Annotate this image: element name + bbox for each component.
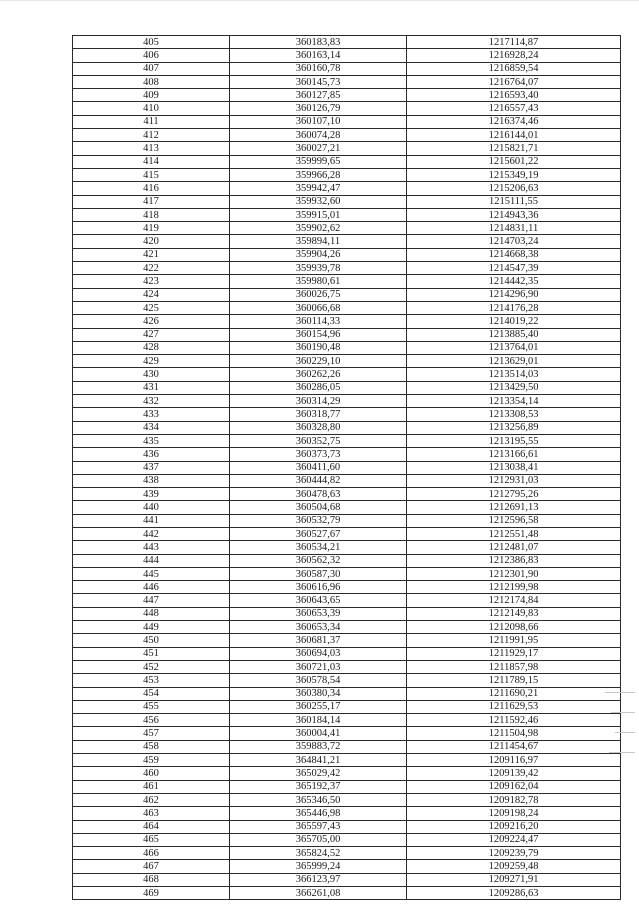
- y-coordinate-cell: 1212551,48: [407, 527, 621, 540]
- point-number-cell: 430: [73, 368, 230, 381]
- x-coordinate-cell: 359904,26: [230, 248, 407, 261]
- table-row: [73, 448, 621, 461]
- table-row: [73, 381, 621, 394]
- table-row: [73, 474, 621, 487]
- point-number-cell: 454: [73, 687, 230, 700]
- x-coordinate-cell: 360190,48: [230, 341, 407, 354]
- x-coordinate-cell: 360352,75: [230, 434, 407, 447]
- y-coordinate-cell: 1209182,78: [407, 793, 621, 806]
- y-coordinate-cell: 1216928,24: [407, 49, 621, 62]
- y-coordinate-cell: 1213038,41: [407, 461, 621, 474]
- y-coordinate-cell: 1213308,53: [407, 408, 621, 421]
- y-coordinate-cell: 1213514,03: [407, 368, 621, 381]
- coordinates-table-body: [73, 36, 621, 900]
- y-coordinate-cell: 1212199,98: [407, 581, 621, 594]
- x-coordinate-cell: 360587,30: [230, 567, 407, 580]
- x-coordinate-cell: 360127,85: [230, 89, 407, 102]
- y-coordinate-cell: 1213885,40: [407, 328, 621, 341]
- point-number-cell: 416: [73, 182, 230, 195]
- x-coordinate-cell: 360504,68: [230, 501, 407, 514]
- scan-artifact: [611, 712, 635, 713]
- point-number-cell: 452: [73, 660, 230, 673]
- point-number-cell: 459: [73, 754, 230, 767]
- y-coordinate-cell: 1212795,26: [407, 488, 621, 501]
- table-row: [73, 341, 621, 354]
- table-row: [73, 368, 621, 381]
- table-row: [73, 887, 621, 900]
- y-coordinate-cell: 1211789,15: [407, 674, 621, 687]
- y-coordinate-cell: 1216374,46: [407, 115, 621, 128]
- point-number-cell: 406: [73, 49, 230, 62]
- x-coordinate-cell: 359932,60: [230, 195, 407, 208]
- table-row: [73, 554, 621, 567]
- x-coordinate-cell: 359999,65: [230, 155, 407, 168]
- x-coordinate-cell: 364841,21: [230, 754, 407, 767]
- point-number-cell: 461: [73, 780, 230, 793]
- table-row: [73, 102, 621, 115]
- point-number-cell: 409: [73, 89, 230, 102]
- table-row: [73, 142, 621, 155]
- x-coordinate-cell: 366261,08: [230, 887, 407, 900]
- y-coordinate-cell: 1212596,58: [407, 514, 621, 527]
- point-number-cell: 421: [73, 248, 230, 261]
- x-coordinate-cell: 365999,24: [230, 860, 407, 873]
- x-coordinate-cell: 360160,78: [230, 62, 407, 75]
- point-number-cell: 438: [73, 474, 230, 487]
- y-coordinate-cell: 1214668,38: [407, 248, 621, 261]
- x-coordinate-cell: 360314,29: [230, 395, 407, 408]
- x-coordinate-cell: 359883,72: [230, 740, 407, 753]
- point-number-cell: 408: [73, 75, 230, 88]
- table-row: [73, 434, 621, 447]
- x-coordinate-cell: 360154,96: [230, 328, 407, 341]
- table-row: [73, 421, 621, 434]
- y-coordinate-cell: 1214019,22: [407, 315, 621, 328]
- point-number-cell: 468: [73, 873, 230, 886]
- table-row: [73, 793, 621, 806]
- point-number-cell: 466: [73, 847, 230, 860]
- table-row: [73, 395, 621, 408]
- y-coordinate-cell: 1217114,87: [407, 36, 621, 49]
- y-coordinate-cell: 1212098,66: [407, 621, 621, 634]
- x-coordinate-cell: 360380,34: [230, 687, 407, 700]
- point-number-cell: 433: [73, 408, 230, 421]
- point-number-cell: 440: [73, 501, 230, 514]
- table-row: [73, 501, 621, 514]
- x-coordinate-cell: 360721,03: [230, 660, 407, 673]
- y-coordinate-cell: 1214442,35: [407, 275, 621, 288]
- point-number-cell: 412: [73, 129, 230, 142]
- table-row: [73, 408, 621, 421]
- point-number-cell: 420: [73, 235, 230, 248]
- y-coordinate-cell: 1209271,91: [407, 873, 621, 886]
- y-coordinate-cell: 1214831,11: [407, 222, 621, 235]
- y-coordinate-cell: 1213429,50: [407, 381, 621, 394]
- x-coordinate-cell: 365346,50: [230, 793, 407, 806]
- table-row: [73, 700, 621, 713]
- x-coordinate-cell: 365446,98: [230, 807, 407, 820]
- y-coordinate-cell: 1216859,54: [407, 62, 621, 75]
- scan-artifact: [615, 732, 635, 733]
- y-coordinate-cell: 1212931,03: [407, 474, 621, 487]
- x-coordinate-cell: 359939,78: [230, 262, 407, 275]
- x-coordinate-cell: 360163,14: [230, 49, 407, 62]
- point-number-cell: 455: [73, 700, 230, 713]
- point-number-cell: 437: [73, 461, 230, 474]
- table-row: [73, 514, 621, 527]
- point-number-cell: 453: [73, 674, 230, 687]
- page-top-edge: [0, 0, 639, 4]
- point-number-cell: 443: [73, 541, 230, 554]
- x-coordinate-cell: 360107,10: [230, 115, 407, 128]
- x-coordinate-cell: 360229,10: [230, 355, 407, 368]
- point-number-cell: 448: [73, 607, 230, 620]
- x-coordinate-cell: 360004,41: [230, 727, 407, 740]
- table-row: [73, 129, 621, 142]
- x-coordinate-cell: 359966,28: [230, 168, 407, 181]
- y-coordinate-cell: 1216764,07: [407, 75, 621, 88]
- x-coordinate-cell: 360286,05: [230, 381, 407, 394]
- x-coordinate-cell: 360145,73: [230, 75, 407, 88]
- x-coordinate-cell: 366123,97: [230, 873, 407, 886]
- y-coordinate-cell: 1213195,55: [407, 434, 621, 447]
- x-coordinate-cell: 359980,61: [230, 275, 407, 288]
- y-coordinate-cell: 1216593,40: [407, 89, 621, 102]
- y-coordinate-cell: 1211991,95: [407, 634, 621, 647]
- point-number-cell: 444: [73, 554, 230, 567]
- scan-artifact: [609, 752, 635, 753]
- y-coordinate-cell: 1209139,42: [407, 767, 621, 780]
- point-number-cell: 415: [73, 168, 230, 181]
- x-coordinate-cell: 360262,26: [230, 368, 407, 381]
- x-coordinate-cell: 360318,77: [230, 408, 407, 421]
- x-coordinate-cell: 360026,75: [230, 288, 407, 301]
- x-coordinate-cell: 360527,67: [230, 527, 407, 540]
- y-coordinate-cell: 1215206,63: [407, 182, 621, 195]
- table-row: [73, 581, 621, 594]
- y-coordinate-cell: 1214943,36: [407, 208, 621, 221]
- y-coordinate-cell: 1212174,84: [407, 594, 621, 607]
- table-row: [73, 89, 621, 102]
- y-coordinate-cell: 1215349,19: [407, 168, 621, 181]
- point-number-cell: 425: [73, 301, 230, 314]
- table-row: [73, 168, 621, 181]
- x-coordinate-cell: 359942,47: [230, 182, 407, 195]
- table-row: [73, 647, 621, 660]
- x-coordinate-cell: 359902,62: [230, 222, 407, 235]
- x-coordinate-cell: 359894,11: [230, 235, 407, 248]
- y-coordinate-cell: 1211504,98: [407, 727, 621, 740]
- y-coordinate-cell: 1211929,17: [407, 647, 621, 660]
- table-row: [73, 660, 621, 673]
- x-coordinate-cell: 360255,17: [230, 700, 407, 713]
- y-coordinate-cell: 1212691,13: [407, 501, 621, 514]
- y-coordinate-cell: 1209239,79: [407, 847, 621, 860]
- table-row: [73, 461, 621, 474]
- x-coordinate-cell: 365705,00: [230, 833, 407, 846]
- point-number-cell: 413: [73, 142, 230, 155]
- table-row: [73, 275, 621, 288]
- x-coordinate-cell: 360328,80: [230, 421, 407, 434]
- point-number-cell: 432: [73, 395, 230, 408]
- y-coordinate-cell: 1215111,55: [407, 195, 621, 208]
- table-row: [73, 714, 621, 727]
- y-coordinate-cell: 1211857,98: [407, 660, 621, 673]
- table-row: [73, 567, 621, 580]
- point-number-cell: 424: [73, 288, 230, 301]
- y-coordinate-cell: 1209216,20: [407, 820, 621, 833]
- table-row: [73, 49, 621, 62]
- table-row: [73, 674, 621, 687]
- x-coordinate-cell: 360373,73: [230, 448, 407, 461]
- point-number-cell: 418: [73, 208, 230, 221]
- table-row: [73, 541, 621, 554]
- point-number-cell: 411: [73, 115, 230, 128]
- point-number-cell: 431: [73, 381, 230, 394]
- table-row: [73, 315, 621, 328]
- table-row: [73, 262, 621, 275]
- y-coordinate-cell: 1214296,90: [407, 288, 621, 301]
- y-coordinate-cell: 1212149,83: [407, 607, 621, 620]
- x-coordinate-cell: 365192,37: [230, 780, 407, 793]
- point-number-cell: 442: [73, 527, 230, 540]
- table-row: [73, 355, 621, 368]
- x-coordinate-cell: 360074,28: [230, 129, 407, 142]
- table-row: [73, 75, 621, 88]
- x-coordinate-cell: 360578,54: [230, 674, 407, 687]
- table-row: [73, 288, 621, 301]
- x-coordinate-cell: 360681,37: [230, 634, 407, 647]
- x-coordinate-cell: 360562,32: [230, 554, 407, 567]
- point-number-cell: 435: [73, 434, 230, 447]
- y-coordinate-cell: 1213256,89: [407, 421, 621, 434]
- table-row: [73, 727, 621, 740]
- table-row: [73, 820, 621, 833]
- point-number-cell: 462: [73, 793, 230, 806]
- table-row: [73, 847, 621, 860]
- y-coordinate-cell: 1209198,24: [407, 807, 621, 820]
- table-row: [73, 833, 621, 846]
- table-row: [73, 36, 621, 49]
- table-row: [73, 328, 621, 341]
- x-coordinate-cell: 360411,60: [230, 461, 407, 474]
- point-number-cell: 434: [73, 421, 230, 434]
- table-row: [73, 754, 621, 767]
- y-coordinate-cell: 1214547,39: [407, 262, 621, 275]
- point-number-cell: 467: [73, 860, 230, 873]
- table-row: [73, 873, 621, 886]
- table-row: [73, 488, 621, 501]
- x-coordinate-cell: 360532,79: [230, 514, 407, 527]
- point-number-cell: 441: [73, 514, 230, 527]
- table-row: [73, 62, 621, 75]
- point-number-cell: 450: [73, 634, 230, 647]
- point-number-cell: 451: [73, 647, 230, 660]
- x-coordinate-cell: 360126,79: [230, 102, 407, 115]
- point-number-cell: 463: [73, 807, 230, 820]
- table-row: [73, 248, 621, 261]
- table-row: [73, 527, 621, 540]
- x-coordinate-cell: 360183,83: [230, 36, 407, 49]
- table-row: [73, 807, 621, 820]
- x-coordinate-cell: 360653,39: [230, 607, 407, 620]
- y-coordinate-cell: 1212481,07: [407, 541, 621, 554]
- table-row: [73, 634, 621, 647]
- point-number-cell: 417: [73, 195, 230, 208]
- table-row: [73, 195, 621, 208]
- table-row: [73, 155, 621, 168]
- y-coordinate-cell: 1209259,48: [407, 860, 621, 873]
- x-coordinate-cell: 360653,34: [230, 621, 407, 634]
- table-row: [73, 208, 621, 221]
- x-coordinate-cell: 365824,52: [230, 847, 407, 860]
- y-coordinate-cell: 1209162,04: [407, 780, 621, 793]
- x-coordinate-cell: 360694,03: [230, 647, 407, 660]
- point-number-cell: 423: [73, 275, 230, 288]
- table-row: [73, 860, 621, 873]
- y-coordinate-cell: 1215821,71: [407, 142, 621, 155]
- scan-artifact: [605, 692, 635, 693]
- x-coordinate-cell: 360643,65: [230, 594, 407, 607]
- table-row: [73, 115, 621, 128]
- point-number-cell: 436: [73, 448, 230, 461]
- table-row: [73, 301, 621, 314]
- point-number-cell: 429: [73, 355, 230, 368]
- point-number-cell: 445: [73, 567, 230, 580]
- point-number-cell: 457: [73, 727, 230, 740]
- table-row: [73, 607, 621, 620]
- point-number-cell: 464: [73, 820, 230, 833]
- table-row: [73, 687, 621, 700]
- x-coordinate-cell: 360184,14: [230, 714, 407, 727]
- x-coordinate-cell: 360534,21: [230, 541, 407, 554]
- y-coordinate-cell: 1214703,24: [407, 235, 621, 248]
- table-row: [73, 235, 621, 248]
- x-coordinate-cell: 360066,68: [230, 301, 407, 314]
- y-coordinate-cell: 1209286,63: [407, 887, 621, 900]
- y-coordinate-cell: 1209224,47: [407, 833, 621, 846]
- point-number-cell: 465: [73, 833, 230, 846]
- point-number-cell: 427: [73, 328, 230, 341]
- x-coordinate-cell: 360114,33: [230, 315, 407, 328]
- y-coordinate-cell: 1211454,67: [407, 740, 621, 753]
- y-coordinate-cell: 1214176,28: [407, 301, 621, 314]
- x-coordinate-cell: 360616,96: [230, 581, 407, 594]
- point-number-cell: 405: [73, 36, 230, 49]
- x-coordinate-cell: 360027,21: [230, 142, 407, 155]
- table-row: [73, 780, 621, 793]
- point-number-cell: 469: [73, 887, 230, 900]
- point-number-cell: 458: [73, 740, 230, 753]
- coordinates-table: [72, 35, 621, 900]
- y-coordinate-cell: 1212386,83: [407, 554, 621, 567]
- y-coordinate-cell: 1213764,01: [407, 341, 621, 354]
- y-coordinate-cell: 1212301,90: [407, 567, 621, 580]
- x-coordinate-cell: 360444,82: [230, 474, 407, 487]
- y-coordinate-cell: 1209116,97: [407, 754, 621, 767]
- x-coordinate-cell: 365597,43: [230, 820, 407, 833]
- table-row: [73, 740, 621, 753]
- y-coordinate-cell: 1213354,14: [407, 395, 621, 408]
- x-coordinate-cell: 360478,63: [230, 488, 407, 501]
- y-coordinate-cell: 1213629,01: [407, 355, 621, 368]
- point-number-cell: 449: [73, 621, 230, 634]
- table-row: [73, 182, 621, 195]
- point-number-cell: 456: [73, 714, 230, 727]
- point-number-cell: 407: [73, 62, 230, 75]
- x-coordinate-cell: 359915,01: [230, 208, 407, 221]
- point-number-cell: 410: [73, 102, 230, 115]
- point-number-cell: 426: [73, 315, 230, 328]
- table-row: [73, 767, 621, 780]
- table-row: [73, 222, 621, 235]
- table-row: [73, 621, 621, 634]
- y-coordinate-cell: 1213166,61: [407, 448, 621, 461]
- table-row: [73, 594, 621, 607]
- point-number-cell: 447: [73, 594, 230, 607]
- y-coordinate-cell: 1211592,46: [407, 714, 621, 727]
- point-number-cell: 460: [73, 767, 230, 780]
- point-number-cell: 422: [73, 262, 230, 275]
- y-coordinate-cell: 1211690,21: [407, 687, 621, 700]
- x-coordinate-cell: 365029,42: [230, 767, 407, 780]
- point-number-cell: 414: [73, 155, 230, 168]
- point-number-cell: 419: [73, 222, 230, 235]
- y-coordinate-cell: 1215601,22: [407, 155, 621, 168]
- point-number-cell: 439: [73, 488, 230, 501]
- point-number-cell: 428: [73, 341, 230, 354]
- y-coordinate-cell: 1216144,01: [407, 129, 621, 142]
- y-coordinate-cell: 1211629,53: [407, 700, 621, 713]
- y-coordinate-cell: 1216557,43: [407, 102, 621, 115]
- point-number-cell: 446: [73, 581, 230, 594]
